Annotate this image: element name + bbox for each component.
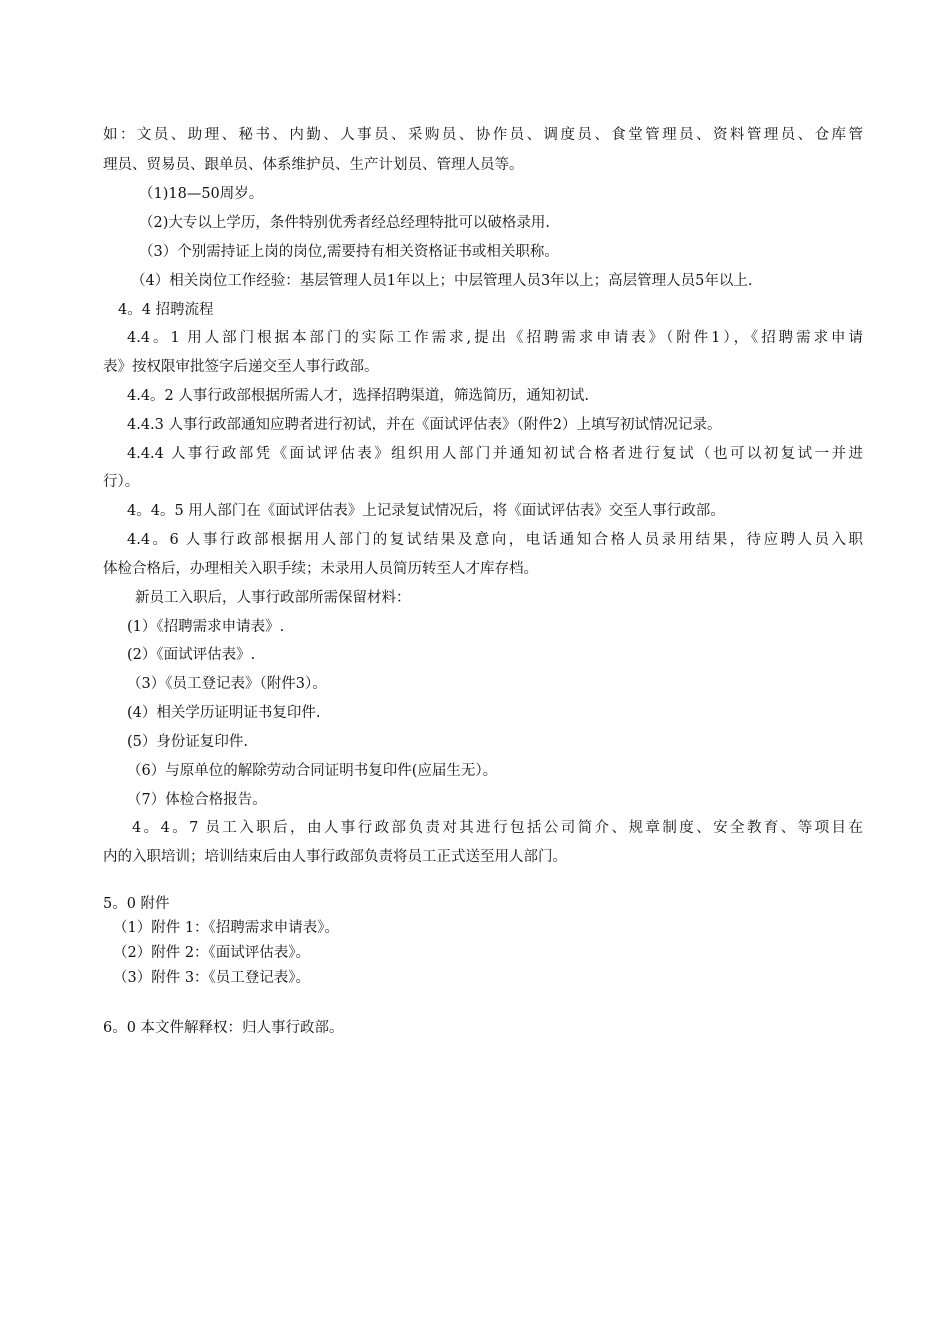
text-line: 内的入职培训；培训结束后由人事行政部负责将员工正式送至用人部门。 xyxy=(103,849,567,865)
list-item: (2）《面试评估表》. xyxy=(127,647,256,663)
text-line: 4。4。5 用人部门在《面试评估表》上记录复试情况后，将《面试评估表》交至人事行政部。 xyxy=(127,503,725,519)
list-item: (5）身份证复印件. xyxy=(127,734,248,750)
list-item: （1）附件 1：《招聘需求申请表》。 xyxy=(113,920,340,936)
text-line: （4）相关岗位工作经验：基层管理人员1年以上；中层管理人员3年以上；高层管理人员5年以上. xyxy=(131,273,753,289)
text-line: 4.4。6 人事行政部根据用人部门的复试结果及意向，电话通知合格人员录用结果，待应聘人员入职 xyxy=(127,532,863,548)
text-line: （2)大专以上学历，条件特别优秀者经总经理特批可以破格录用. xyxy=(139,215,550,231)
list-item: （6）与原单位的解除劳动合同证明书复印件(应届生无）。 xyxy=(127,763,498,779)
list-item: （3）《员工登记表》（附件3）。 xyxy=(127,676,327,692)
section-heading: 5。0 附件 xyxy=(103,896,170,912)
text-line: 行）。 xyxy=(103,474,140,490)
text-line: 如：文员、助理、秘书、内勤、人事员、采购员、协作员、调度员、食堂管理员、资料管理员、仓库管 xyxy=(103,127,863,143)
list-item: （3）附件 3：《员工登记表》。 xyxy=(113,970,311,986)
list-item: （2）附件 2：《面试评估表》。 xyxy=(113,945,311,961)
section-heading: 4。4 招聘流程 xyxy=(118,302,214,318)
text-line: 4。4。7 员工入职后，由人事行政部负责对其进行包括公司简介、规章制度、安全教育、等项目在 xyxy=(132,820,863,836)
list-item: (4）相关学历证明证书复印件. xyxy=(127,705,321,721)
text-line: 4.4.4 人事行政部凭《面试评估表》组织用人部门并通知初试合格者进行复试（也可以初复试一并进 xyxy=(127,446,863,462)
list-item: (1）《招聘需求申请表》. xyxy=(127,619,285,635)
text-line: （3）个别需持证上岗的岗位,需要持有相关资格证书或相关职称。 xyxy=(139,244,559,260)
list-item: （7）体检合格报告。 xyxy=(127,792,267,808)
text-line: 4.4。1 用人部门根据本部门的实际工作需求,提出《招聘需求申请表》（附件1），《招聘需求申请 xyxy=(127,330,863,346)
text-line: 体检合格后，办理相关入职手续；未录用人员简历转至人才库存档。 xyxy=(103,561,538,577)
text-line: （1)18—50周岁。 xyxy=(139,186,264,202)
text-line: 4.4。2 人事行政部根据所需人才，选择招聘渠道，筛选简历，通知初试. xyxy=(127,388,590,404)
text-line: 表》按权限审批签字后递交至人事行政部。 xyxy=(103,359,379,375)
text-line: 理员、贸易员、跟单员、体系维护员、生产计划员、管理人员等。 xyxy=(103,157,524,173)
text-line: 新员工入职后，人事行政部所需保留材料： xyxy=(135,590,411,606)
text-line: 4.4.3 人事行政部通知应聘者进行初试，并在《面试评估表》（附件2）上填写初试情况记录。 xyxy=(127,417,722,433)
section-heading: 6。0 本文件解释权：归人事行政部。 xyxy=(103,1020,344,1036)
